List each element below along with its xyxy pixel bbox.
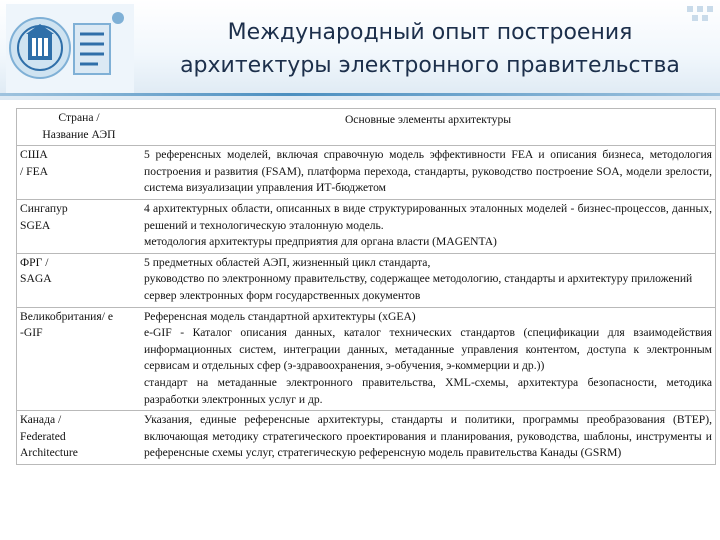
elements-cell-singapore (141, 199, 716, 253)
elements-text: 5 предметных областей АЭП, жизненный цикл стандарта, (144, 255, 431, 269)
country-name: США (20, 148, 48, 162)
elements-text: Указания, единые референсные архитектуры, стандарты и политики, программы преобразования (BTEP), включающая методику стратегического проектирования и планирования, руководства, шаблоны, инструменты и референсные схемы услуг, стратегическую референсную модель правительства Канады (GSRM) (144, 413, 712, 460)
elements-text: методология архитектуры предприятия для органа власти (MAGENTA) (144, 235, 497, 249)
table-row (17, 307, 716, 411)
country-cell-usa (17, 146, 142, 200)
country-name: Канада / (20, 413, 62, 427)
emblem-logo-icon (6, 4, 134, 94)
elements-text: руководство по электронному правительству, содержащее методологию, стандарты и архитектуру приложений (144, 272, 693, 286)
elements-text: стандарт на метаданные электронного правительства, XML-схемы, архитектура безопасности, методика разработки электронных услуг и др. (144, 375, 712, 406)
table-row (17, 199, 716, 253)
country-cell-singapore (17, 199, 142, 253)
table-header-row (17, 109, 716, 146)
title-line-2: архитектуры электронного правительства (180, 53, 680, 78)
country-arch-name: / FEA (20, 164, 49, 178)
country-cell-germany (17, 253, 142, 307)
table-row (17, 253, 716, 307)
elements-text: e-GIF - Каталог описания данных, каталог технических стандартов (спецификации для взаимодействия информационных систем, интеграции данных, метаданные управления контентом, доступа к электронным сервисам и отдельных сфер (э-здравоохранения, э-обучения, э-коммерции и др.)) (144, 326, 712, 373)
banner-divider (0, 93, 720, 96)
country-arch-name: Federated (20, 429, 66, 443)
elements-cell-germany (141, 253, 716, 307)
header-country-line-2: Название АЭП (42, 127, 116, 141)
country-name: Сингапур (20, 201, 68, 215)
country-arch-name-2: Architecture (20, 446, 78, 460)
page-title (150, 16, 710, 82)
table-row (17, 411, 716, 465)
elements-text: 4 архитектурных области, описанных в виде структурированных эталонных моделей - бизнес-процессов, данных, решений и технологическую эталонную модель. (144, 201, 712, 232)
elements-text: сервер электронных форм государственных документов (144, 288, 421, 302)
elements-cell-canada (141, 411, 716, 465)
country-cell-canada (17, 411, 142, 465)
country-name: Великобритания/ e (20, 309, 113, 323)
table-row (17, 146, 716, 200)
elements-text: Референсная модель стандартной архитектуры (xGEA) (144, 309, 416, 323)
elements-cell-uk (141, 307, 716, 411)
country-arch-name: -GIF (20, 326, 43, 340)
country-cell-uk (17, 307, 142, 411)
country-name: ФРГ / (20, 255, 49, 269)
header-country-cell (17, 109, 142, 146)
header-banner (0, 0, 720, 100)
elements-cell-usa (141, 146, 716, 200)
title-line-1: Международный опыт построения (227, 20, 633, 45)
architecture-table (16, 108, 716, 465)
header-country-line-1: Страна / (58, 111, 100, 124)
header-elements-cell: Основные элементы архитектуры (141, 109, 716, 146)
country-arch-name: SGEA (20, 218, 51, 232)
elements-text: 5 референсных моделей, включая справочную модель эффективности FEA и описания бизнеса, методология построения и развития (FSAM), платформа перехода, стандарты, руководство построение SOA, модели зрелости, система визуализации управления ИТ-бюджетом (144, 148, 712, 195)
country-arch-name: SAGA (20, 272, 52, 286)
